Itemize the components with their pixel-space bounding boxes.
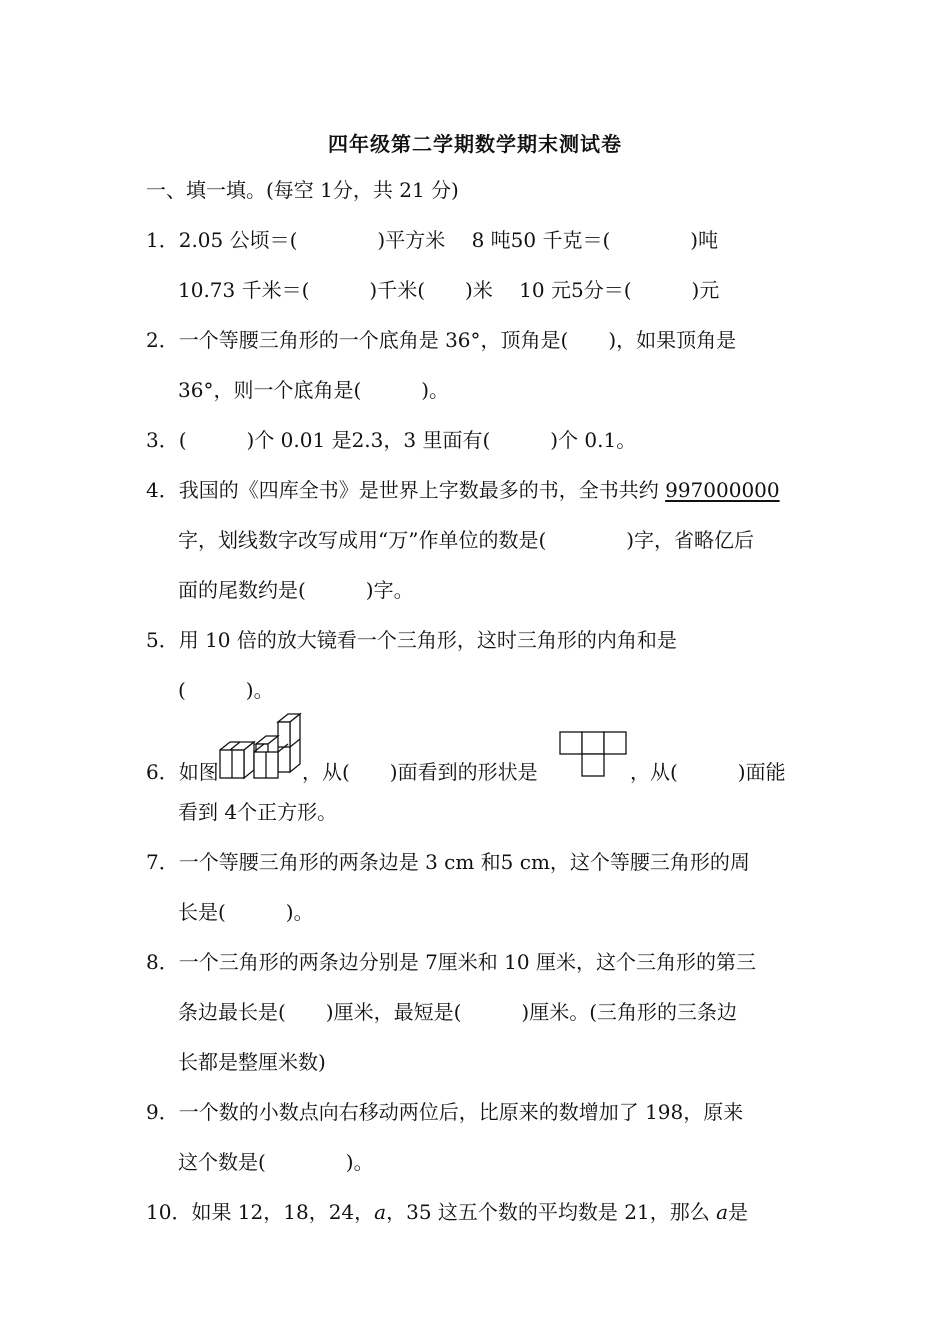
- underlined-number: 997000000: [665, 478, 780, 502]
- question-10-text-3: 是: [728, 1200, 749, 1224]
- question-7-line-2: 长是( )。: [178, 900, 314, 924]
- question-1-line-2: 10.73 千米＝( )千米( )米 10 元5分＝( )元: [178, 278, 720, 302]
- question-7-line-1: 7．一个等腰三角形的两条边是 3 cm 和5 cm，这个等腰三角形的周: [146, 850, 750, 874]
- question-3-line-1: 3．( )个 0.01 是2.3，3 里面有( )个 0.1。: [146, 428, 637, 452]
- section-heading: 一、填一填。(每空 1分，共 21 分): [146, 178, 459, 202]
- variable-a: a: [374, 1200, 387, 1224]
- question-2-line-2: 36°，则一个底角是( )。: [178, 378, 450, 402]
- question-1-line-1: 1．2.05 公顷＝( )平方米 8 吨50 千克＝( )吨: [146, 228, 719, 252]
- question-6-text-1: 6．如图: [146, 760, 219, 784]
- question-10-line-1: [146, 1200, 748, 1224]
- question-9-line-1: 9．一个数的小数点向右移动两位后，比原来的数增加了 198，原来: [146, 1100, 744, 1124]
- question-4-line-2: 字，划线数字改写成用“万”作单位的数是( )字，省略亿后: [178, 528, 755, 552]
- question-10-text-1: 10．如果 12，18，24，: [146, 1200, 375, 1224]
- question-10-text-2: ，35 这五个数的平均数是 21，那么: [386, 1200, 717, 1224]
- question-4-line-1: [146, 478, 780, 502]
- page-title: 四年级第二学期数学期末测试卷: [328, 132, 622, 156]
- variable-a-2: a: [716, 1200, 729, 1224]
- question-5-line-1: 5．用 10 倍的放大镜看一个三角形，这时三角形的内角和是: [146, 628, 677, 652]
- question-8-line-3: 长都是整厘米数): [178, 1050, 326, 1074]
- question-2-line-1: 2．一个等腰三角形的一个底角是 36°，顶角是( )，如果顶角是: [146, 328, 737, 352]
- question-8-line-2: 条边最长是( )厘米，最短是( )厘米。(三角形的三条边: [178, 1000, 738, 1024]
- question-6-text-3: ，从( )面能: [630, 760, 786, 784]
- front-view-shape-figure: [560, 731, 628, 777]
- question-4-line-3: 面的尾数约是( )字。: [178, 578, 414, 602]
- question-9-line-2: 这个数是( )。: [178, 1150, 374, 1174]
- question-8-line-1: 8．一个三角形的两条边分别是 7厘米和 10 厘米，这个三角形的第三: [146, 950, 756, 974]
- question-6-text-2: ，从( )面看到的形状是: [302, 760, 538, 784]
- question-6-line-2: 看到 4个正方形。: [178, 800, 338, 824]
- question-4-text: 4．我国的《四库全书》是世界上字数最多的书，全书共约: [146, 478, 666, 502]
- cube-stack-figure: [220, 712, 302, 778]
- question-5-line-2: ( )。: [178, 678, 274, 702]
